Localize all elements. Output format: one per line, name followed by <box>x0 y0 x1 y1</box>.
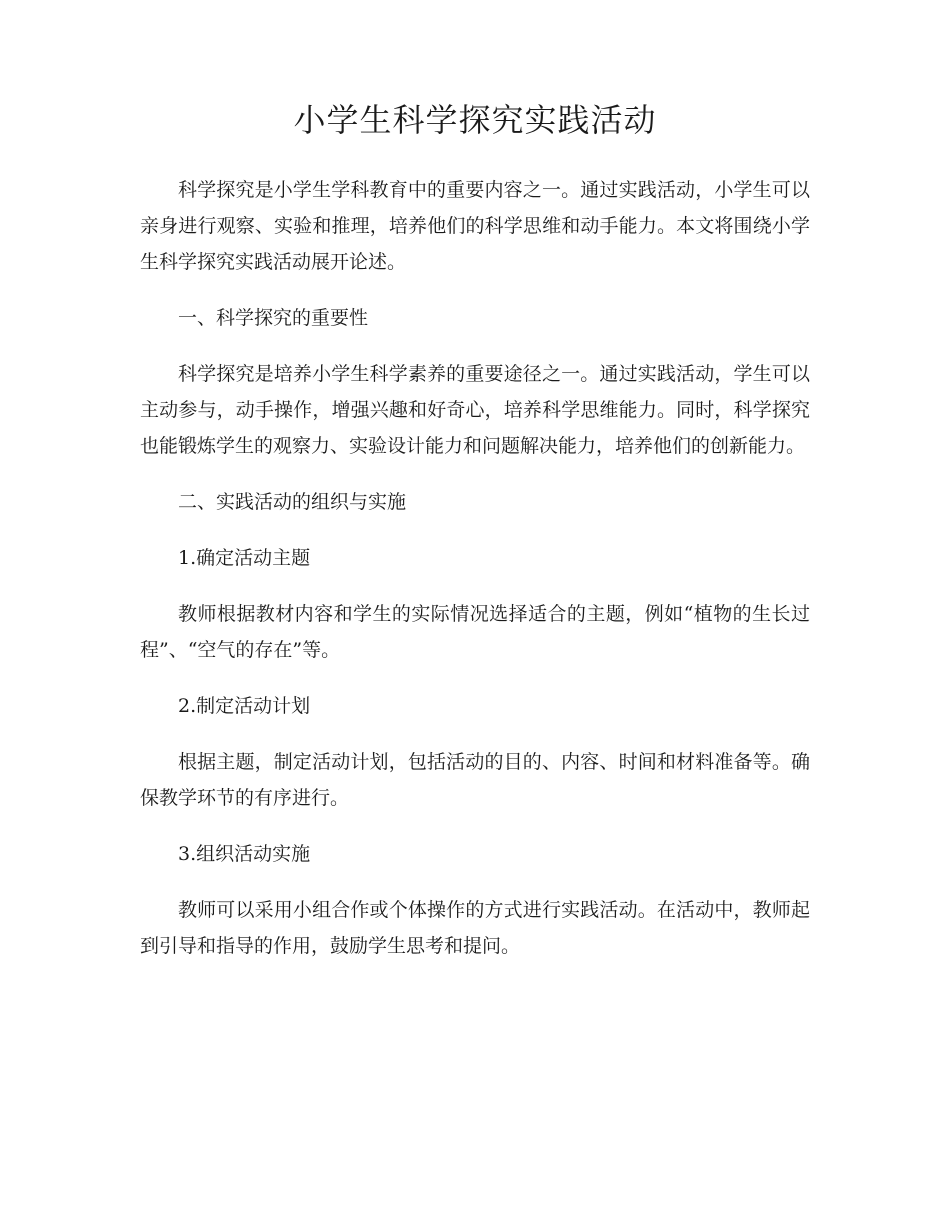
subheading-plan: 2.制定活动计划 <box>178 695 311 717</box>
subheading-implementation: 3.组织活动实施 <box>178 843 311 865</box>
document-title: 小学生科学探究实践活动 <box>293 101 657 139</box>
implementation-paragraph: 教师可以采用小组合作或个体操作的方式进行实践活动。在活动中，教师起到引导和指导的作用，鼓励学生思考和提问。 <box>140 899 810 957</box>
theme-paragraph: 教师根据教材内容和学生的实际情况选择适合的主题，例如“植物的生长过程”、“空气的存在”等。 <box>140 603 810 661</box>
section-heading-importance: 一、科学探究的重要性 <box>178 307 369 329</box>
importance-paragraph: 科学探究是培养小学生科学素养的重要途径之一。通过实践活动，学生可以主动参与，动手操作，增强兴趣和好奇心，培养科学思维能力。同时，科学探究也能锻炼学生的观察力、实验设计能力和问题解决能力，培养他们的创新能力。 <box>140 363 810 457</box>
section-heading-organization: 二、实践活动的组织与实施 <box>178 491 407 513</box>
subheading-theme: 1.确定活动主题 <box>178 547 311 569</box>
intro-paragraph: 科学探究是小学生学科教育中的重要内容之一。通过实践活动，小学生可以亲身进行观察、实验和推理，培养他们的科学思维和动手能力。本文将围绕小学生科学探究实践活动展开论述。 <box>140 179 810 273</box>
plan-paragraph: 根据主题，制定活动计划，包括活动的目的、内容、时间和材料准备等。确保教学环节的有序进行。 <box>140 751 810 809</box>
document-body <box>140 172 810 984</box>
